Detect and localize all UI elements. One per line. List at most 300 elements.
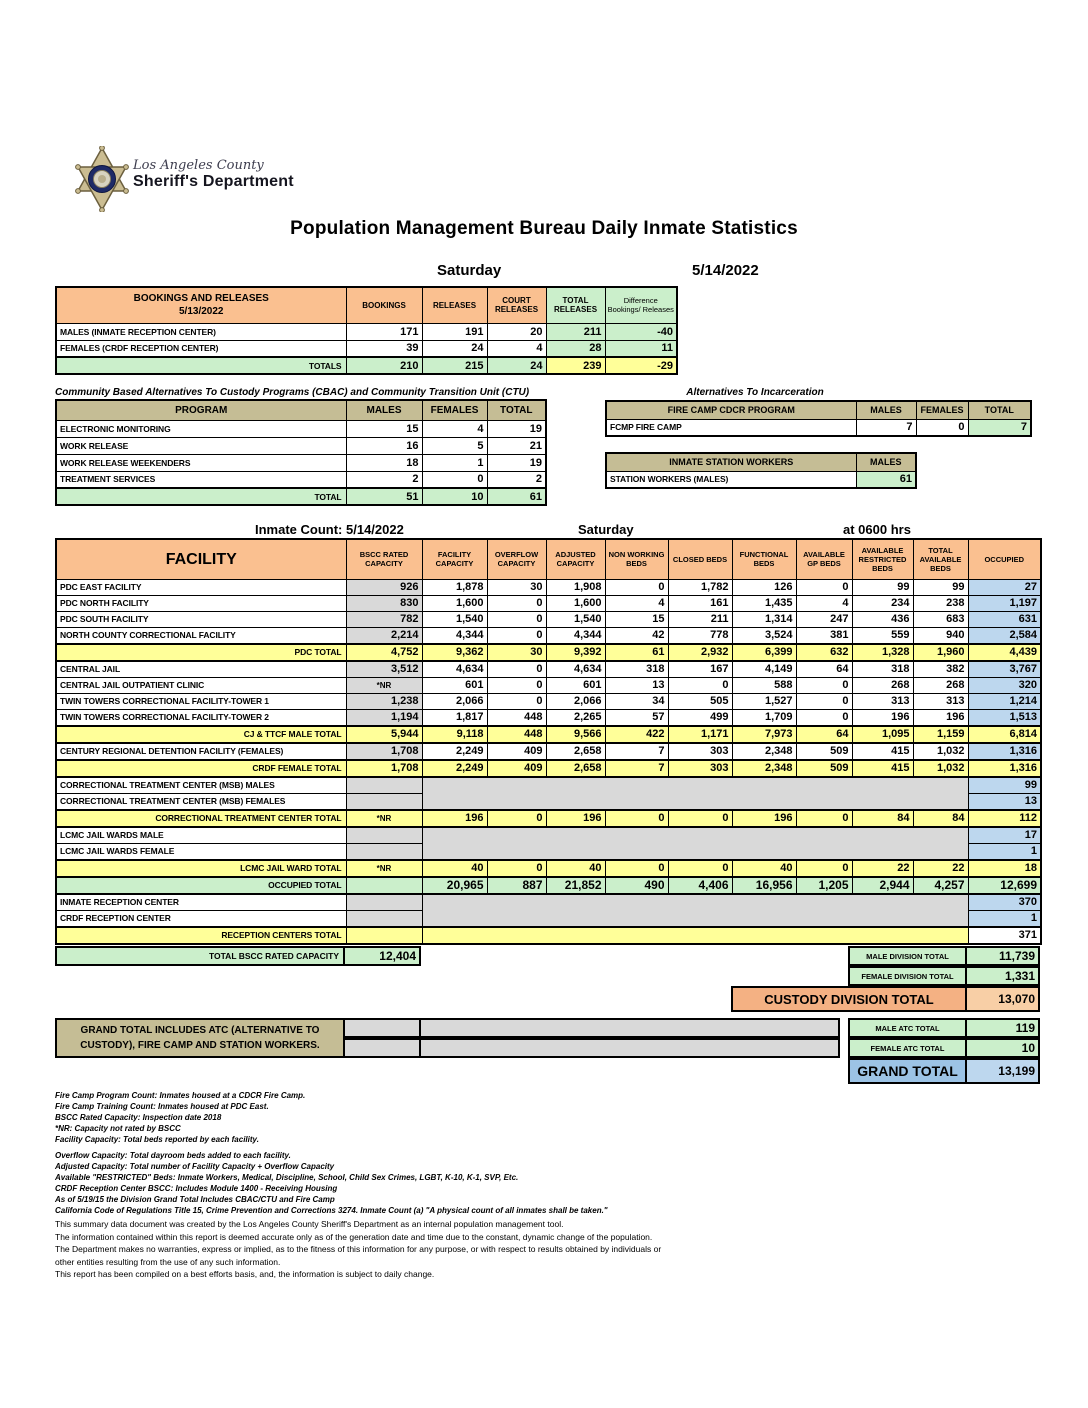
occupied-value: 17 — [968, 827, 1041, 844]
occupied-value: 3,767 — [968, 661, 1041, 678]
bed-value: 20,965 — [422, 877, 487, 894]
bed-value: 268 — [852, 677, 913, 693]
row-label: MALES (INMATE RECEPTION CENTER) — [56, 323, 346, 340]
total-label: CJ & TTCF MALE TOTAL — [56, 726, 346, 743]
facility-row — [56, 677, 1041, 693]
bed-value: 1,032 — [913, 760, 968, 777]
facility-total-row — [56, 760, 1041, 777]
bed-value: 15 — [605, 611, 668, 627]
totals-label: TOTALS — [56, 357, 346, 374]
bed-value: 0 — [605, 810, 668, 827]
footnote-line: CRDF Reception Center BSCC: Includes Module 1400 - Receiving Housing — [55, 1184, 338, 1193]
bed-value: 1,435 — [732, 595, 796, 611]
cell-value: 211 — [546, 323, 605, 340]
bed-value: 0 — [668, 860, 732, 877]
footnote-line: Overflow Capacity: Total dayroom beds added to each facility. — [55, 1151, 291, 1160]
occupied-value: 112 — [968, 810, 1041, 827]
bed-value: 490 — [605, 877, 668, 894]
total-label: CORRECTIONAL TREATMENT CENTER TOTAL — [56, 810, 346, 827]
cbac-table — [55, 399, 547, 506]
occupied-value: 370 — [968, 894, 1041, 911]
facility-name: INMATE RECEPTION CENTER — [56, 894, 346, 911]
bed-value: 559 — [852, 627, 913, 644]
inmate-count-day: Saturday — [578, 522, 634, 537]
bed-value: 126 — [732, 579, 796, 595]
bed-value: 9,362 — [422, 644, 487, 661]
footnote-line: California Code of Regulations Title 15, Crime Prevention and Corrections 3274. Inmate Count (a) "A physical count of all inmates shall be taken." — [55, 1206, 608, 1215]
facility-row — [56, 743, 1041, 760]
bed-value: 6,399 — [732, 644, 796, 661]
female-atc-total-label: FEMALE ATC TOTAL — [848, 1038, 967, 1058]
bed-value: 211 — [668, 611, 732, 627]
facility-row — [56, 693, 1041, 709]
female-division-total-value: 1,331 — [967, 966, 1040, 986]
bed-value: 40 — [422, 860, 487, 877]
facility-row — [56, 579, 1041, 595]
cell-value: 4 — [422, 420, 487, 437]
bed-value: 99 — [913, 579, 968, 595]
fire-camp-table — [605, 400, 1032, 437]
females-value: 0 — [916, 419, 968, 436]
bookings-header-row — [56, 287, 677, 323]
facility-name: TWIN TOWERS CORRECTIONAL FACILITY-TOWER 1 — [56, 693, 346, 709]
bed-value: 409 — [487, 743, 546, 760]
program-label: TREATMENT SERVICES — [56, 471, 346, 488]
bed-value: 2,249 — [422, 760, 487, 777]
agency-name — [133, 158, 294, 191]
bed-value: 0 — [487, 595, 546, 611]
bed-value: 268 — [913, 677, 968, 693]
facility-name: CENTURY REGIONAL DETENTION FACILITY (FEMALES) — [56, 743, 346, 760]
bed-value: 0 — [796, 579, 852, 595]
column-header-adjusted-capacity: ADJUSTED CAPACITY — [546, 539, 605, 579]
column-header-releases: RELEASES — [422, 287, 487, 323]
bed-value: 84 — [913, 810, 968, 827]
occupied-value: 4,439 — [968, 644, 1041, 661]
bed-value: 0 — [487, 810, 546, 827]
column-header-fire-camp-program: FIRE CAMP CDCR PROGRAM — [606, 401, 856, 419]
agency-department: Sheriff's Department — [133, 173, 294, 190]
bscc-value: 1,194 — [346, 709, 422, 726]
bed-value: 40 — [732, 860, 796, 877]
bed-value: 4,634 — [422, 661, 487, 678]
bed-value: 64 — [796, 726, 852, 743]
program-label: WORK RELEASE WEEKENDERS — [56, 454, 346, 471]
cell-value: 20 — [487, 323, 546, 340]
bed-value: 61 — [605, 644, 668, 661]
bed-value: 3,524 — [732, 627, 796, 644]
bed-value: 64 — [796, 661, 852, 678]
cell-value: 16 — [346, 437, 422, 454]
bed-value: 4,257 — [913, 877, 968, 894]
facility-name: PDC NORTH FACILITY — [56, 595, 346, 611]
column-header-females: FEMALES — [916, 401, 968, 419]
bed-value: 0 — [796, 860, 852, 877]
facility-name: LCMC JAIL WARDS FEMALE — [56, 843, 346, 860]
cell-value: 2 — [346, 471, 422, 488]
males-value: 7 — [856, 419, 916, 436]
totals-value: 24 — [487, 357, 546, 374]
bscc-value: 3,512 — [346, 661, 422, 678]
occupied-value: 1,316 — [968, 743, 1041, 760]
bscc-empty — [346, 843, 422, 860]
bscc-empty — [346, 927, 422, 944]
bed-value: 4 — [605, 595, 668, 611]
bed-value: 57 — [605, 709, 668, 726]
bed-value: 940 — [913, 627, 968, 644]
column-header-facility-capacity: FACILITY CAPACITY — [422, 539, 487, 579]
column-header-available-restricted-beds: AVAILABLE RESTRICTED BEDS — [852, 539, 913, 579]
facility-name: CORRECTIONAL TREATMENT CENTER (MSB) MALES — [56, 777, 346, 794]
bed-value: 16,956 — [732, 877, 796, 894]
bed-value: 2,066 — [422, 693, 487, 709]
bed-value: 4,406 — [668, 877, 732, 894]
bed-value: 196 — [913, 709, 968, 726]
bed-value: 1,908 — [546, 579, 605, 595]
page-title: Population Management Bureau Daily Inmate Statistics — [290, 218, 798, 239]
facility-row — [56, 611, 1041, 627]
totals-value: 215 — [422, 357, 487, 374]
bed-value: 4,344 — [546, 627, 605, 644]
cell-value: 0 — [422, 471, 487, 488]
facility-name: LCMC JAIL WARDS MALE — [56, 827, 346, 844]
bed-value: 1,878 — [422, 579, 487, 595]
facility-name: PDC EAST FACILITY — [56, 579, 346, 595]
bscc-empty — [346, 910, 422, 927]
bed-value: 1,600 — [422, 595, 487, 611]
cell-value: 19 — [487, 454, 546, 471]
bscc-value: 5,944 — [346, 726, 422, 743]
bed-value: 2,348 — [732, 743, 796, 760]
bscc-value: 4,752 — [346, 644, 422, 661]
grand-total-value: 13,199 — [967, 1058, 1040, 1084]
bscc-value: 1,238 — [346, 693, 422, 709]
occupied-value: 1 — [968, 843, 1041, 860]
column-header-total-available-beds: TOTAL AVAILABLE BEDS — [913, 539, 968, 579]
report-date: 5/14/2022 — [692, 262, 759, 279]
bed-value: 1,782 — [668, 579, 732, 595]
bed-value: 1,540 — [422, 611, 487, 627]
bed-value: 1,709 — [732, 709, 796, 726]
bed-value: 0 — [487, 860, 546, 877]
bed-value: 196 — [732, 810, 796, 827]
column-header-bscc-rated-capacity: BSCC RATED CAPACITY — [346, 539, 422, 579]
bed-value: 13 — [605, 677, 668, 693]
bscc-value: *NR — [346, 810, 422, 827]
occupied-value: 6,814 — [968, 726, 1041, 743]
disclaimer — [55, 1218, 680, 1281]
bscc-value: 2,214 — [346, 627, 422, 644]
column-header-court-releases: COURT RELEASES — [487, 287, 546, 323]
alternatives-section-title: Alternatives To Incarceration — [686, 387, 824, 398]
column-header-available-gp-beds: AVAILABLE GP BEDS — [796, 539, 852, 579]
cbac-row — [56, 420, 546, 437]
bed-value: 601 — [422, 677, 487, 693]
bed-value: 1,314 — [732, 611, 796, 627]
facility-header-row — [56, 539, 1041, 579]
column-header-facility: FACILITY — [56, 539, 346, 579]
grand-total-note: GRAND TOTAL INCLUDES ATC (ALTERNATIVE TO CUSTODY), FIRE CAMP AND STATION WORKERS. — [55, 1018, 345, 1058]
facility-name: CRDF RECEPTION CENTER — [56, 910, 346, 927]
occupied-value: 1 — [968, 910, 1041, 927]
column-header-males: MALES — [856, 453, 916, 471]
bed-value: 0 — [487, 677, 546, 693]
bscc-value: 926 — [346, 579, 422, 595]
bed-value: 318 — [605, 661, 668, 678]
bed-value: 0 — [605, 860, 668, 877]
footnote-line: BSCC Rated Capacity: Inspection date 2018 — [55, 1113, 222, 1122]
column-header-occupied: OCCUPIED — [968, 539, 1041, 579]
bed-value: 303 — [668, 760, 732, 777]
totals-value: 210 — [346, 357, 422, 374]
bed-value: 1,328 — [852, 644, 913, 661]
bed-value: 2,658 — [546, 760, 605, 777]
cell-value: 15 — [346, 420, 422, 437]
occupied-value: 1,513 — [968, 709, 1041, 726]
facility-total-row — [56, 777, 1041, 794]
total-value: 61 — [487, 488, 546, 505]
occupied-value: 27 — [968, 579, 1041, 595]
bed-value: 0 — [487, 611, 546, 627]
occupied-value: 99 — [968, 777, 1041, 794]
footnote-line: Adjusted Capacity: Total number of Facility Capacity + Overflow Capacity — [55, 1162, 335, 1171]
bed-value: 1,032 — [913, 743, 968, 760]
female-atc-total-value: 10 — [967, 1038, 1040, 1058]
facility-total-row — [56, 726, 1041, 743]
bookings-totals-row — [56, 357, 677, 374]
male-atc-total-label: MALE ATC TOTAL — [848, 1018, 967, 1038]
bed-value: 21,852 — [546, 877, 605, 894]
bookings-table-body — [56, 323, 677, 374]
bed-value: 0 — [796, 810, 852, 827]
bed-value: 4,344 — [422, 627, 487, 644]
total-label: OCCUPIED TOTAL — [56, 877, 346, 894]
inmate-count-time: at 0600 hrs — [843, 522, 911, 537]
facility-row — [56, 661, 1041, 678]
occupied-value: 371 — [968, 927, 1041, 944]
bed-value: 99 — [852, 579, 913, 595]
bed-value: 303 — [668, 743, 732, 760]
facility-total-row — [56, 860, 1041, 877]
footnote-line: *NR: Capacity not rated by BSCC — [55, 1124, 181, 1133]
footnote-line: Fire Camp Program Count: Inmates housed at a CDCR Fire Camp. — [55, 1091, 306, 1100]
disclaimer-line: The information contained within this report is deemed accurate only as of the generation date and time due to the constant, dynamic change of the population. — [55, 1231, 653, 1242]
bed-value: 499 — [668, 709, 732, 726]
merged-empty — [422, 894, 968, 927]
bookings-row — [56, 340, 677, 357]
row-label: STATION WORKERS (MALES) — [606, 471, 856, 488]
cell-value: -40 — [605, 323, 677, 340]
bed-value: 0 — [668, 810, 732, 827]
bscc-value: 830 — [346, 595, 422, 611]
cbac-row — [56, 471, 546, 488]
facility-row — [56, 709, 1041, 726]
row-label: FCMP FIRE CAMP — [606, 419, 856, 436]
cell-value: 1 — [422, 454, 487, 471]
female-division-total-label: FEMALE DIVISION TOTAL — [848, 966, 967, 986]
bed-value: 234 — [852, 595, 913, 611]
bed-value: 509 — [796, 760, 852, 777]
bscc-value: 1,708 — [346, 760, 422, 777]
bed-value: 2,348 — [732, 760, 796, 777]
bed-value: 422 — [605, 726, 668, 743]
facility-name: TWIN TOWERS CORRECTIONAL FACILITY-TOWER 2 — [56, 709, 346, 726]
total-label: CRDF FEMALE TOTAL — [56, 760, 346, 777]
disclaimer-line: The Department makes no warranties, express or implied, as to the fitness of this information for any purpose, or with respect to results obtained by individuals or other entities resulting from the use of any such information. — [55, 1244, 662, 1267]
column-header-functional-beds: FUNCTIONAL BEDS — [732, 539, 796, 579]
occupied-value: 1,214 — [968, 693, 1041, 709]
facility-name: CORRECTIONAL TREATMENT CENTER (MSB) FEMALES — [56, 793, 346, 810]
cell-value: 24 — [422, 340, 487, 357]
occupied-value: 320 — [968, 677, 1041, 693]
cbac-header-row — [56, 400, 546, 420]
bed-value: 0 — [796, 709, 852, 726]
bed-value: 1,159 — [913, 726, 968, 743]
cell-value: 19 — [487, 420, 546, 437]
cell-value: 5 — [422, 437, 487, 454]
footnotes — [55, 1090, 608, 1216]
bscc-value: *NR — [346, 677, 422, 693]
total-value: 7 — [968, 419, 1031, 436]
column-header-females: FEMALES — [422, 400, 487, 420]
bed-value: 381 — [796, 627, 852, 644]
bed-value: 30 — [487, 579, 546, 595]
bed-value: 1,600 — [546, 595, 605, 611]
custody-division-total-label: CUSTODY DIVISION TOTAL — [731, 986, 967, 1012]
footnote-line: As of 5/19/15 the Division Grand Total Includes CBAC/CTU and Fire Camp — [55, 1195, 335, 1204]
bed-value: 436 — [852, 611, 913, 627]
facility-name: CENTRAL JAIL OUTPATIENT CLINIC — [56, 677, 346, 693]
bed-value: 7,973 — [732, 726, 796, 743]
program-label: WORK RELEASE — [56, 437, 346, 454]
facility-total-row — [56, 644, 1041, 661]
bed-value: 167 — [668, 661, 732, 678]
bscc-value: 1,708 — [346, 743, 422, 760]
bed-value: 0 — [796, 693, 852, 709]
column-header-total: TOTAL — [968, 401, 1031, 419]
bscc-value: *NR — [346, 860, 422, 877]
cell-value: 191 — [422, 323, 487, 340]
bed-value: 4 — [796, 595, 852, 611]
bed-value: 0 — [796, 677, 852, 693]
facility-name: PDC SOUTH FACILITY — [56, 611, 346, 627]
bookings-title: BOOKINGS AND RELEASES 5/13/2022 — [56, 287, 346, 323]
column-header-total: TOTAL — [487, 400, 546, 420]
totals-value: -29 — [605, 357, 677, 374]
cell-value: 4 — [487, 340, 546, 357]
total-bscc-capacity-label: TOTAL BSCC RATED CAPACITY — [55, 946, 345, 966]
male-division-total-label: MALE DIVISION TOTAL — [848, 946, 967, 966]
bed-value: 505 — [668, 693, 732, 709]
bed-value: 313 — [913, 693, 968, 709]
program-label: ELECTRONIC MONITORING — [56, 420, 346, 437]
bed-value: 1,171 — [668, 726, 732, 743]
bookings-row — [56, 323, 677, 340]
total-bscc-capacity-value: 12,404 — [345, 946, 421, 966]
empty-cell — [421, 1038, 840, 1058]
male-division-total-value: 11,739 — [967, 946, 1040, 966]
fire-camp-header-row — [606, 401, 1031, 419]
fire-camp-row — [606, 419, 1031, 436]
facility-name: CENTRAL JAIL — [56, 661, 346, 678]
total-value: 51 — [346, 488, 422, 505]
bed-value: 42 — [605, 627, 668, 644]
agency-county: Los Angeles County — [133, 158, 264, 173]
total-label: PDC TOTAL — [56, 644, 346, 661]
bed-value: 9,392 — [546, 644, 605, 661]
bed-value: 2,932 — [668, 644, 732, 661]
bed-value: 588 — [732, 677, 796, 693]
grand-total-label: GRAND TOTAL — [848, 1058, 967, 1084]
bed-value: 778 — [668, 627, 732, 644]
total-label: TOTAL — [56, 488, 346, 505]
cell-value: 171 — [346, 323, 422, 340]
bed-value: 7 — [605, 743, 668, 760]
cbac-row — [56, 437, 546, 454]
total-label: LCMC JAIL WARD TOTAL — [56, 860, 346, 877]
facility-total-row — [56, 894, 1041, 911]
bed-value: 7 — [605, 760, 668, 777]
cell-value: 21 — [487, 437, 546, 454]
column-header-program: PROGRAM — [56, 400, 346, 420]
column-header-inmate-station-workers: INMATE STATION WORKERS — [606, 453, 856, 471]
facility-total-row — [56, 827, 1041, 844]
bscc-empty — [346, 894, 422, 911]
merged-empty — [422, 927, 968, 944]
cbac-table-body — [56, 420, 546, 505]
merged-empty — [422, 827, 968, 860]
bed-value: 0 — [487, 693, 546, 709]
bed-value: 1,960 — [913, 644, 968, 661]
row-label: FEMALES (CRDF RECEPTION CENTER) — [56, 340, 346, 357]
column-header-males: MALES — [856, 401, 916, 419]
bed-value: 196 — [546, 810, 605, 827]
bed-value: 2,944 — [852, 877, 913, 894]
bed-value: 2,265 — [546, 709, 605, 726]
occupied-value: 2,584 — [968, 627, 1041, 644]
bed-value: 238 — [913, 595, 968, 611]
bscc-empty — [346, 777, 422, 794]
bed-value: 0 — [668, 677, 732, 693]
bed-value: 84 — [852, 810, 913, 827]
bscc-empty — [346, 793, 422, 810]
station-workers-header-row — [606, 453, 916, 471]
total-label: RECEPTION CENTERS TOTAL — [56, 927, 346, 944]
bookings-table — [55, 286, 678, 375]
bscc-value: 782 — [346, 611, 422, 627]
total-value: 10 — [422, 488, 487, 505]
column-header-difference: Difference Bookings/ Releases — [605, 287, 677, 323]
occupied-value: 18 — [968, 860, 1041, 877]
cbac-section-title: Community Based Alternatives To Custody Programs (CBAC) and Community Transition Unit (CTU) — [55, 387, 530, 398]
bed-value: 2,658 — [546, 743, 605, 760]
bed-value: 9,118 — [422, 726, 487, 743]
facility-total-row — [56, 877, 1041, 894]
bed-value: 1,540 — [546, 611, 605, 627]
cbac-total-row — [56, 488, 546, 505]
column-header-total-releases: TOTAL RELEASES — [546, 287, 605, 323]
bed-value: 22 — [852, 860, 913, 877]
disclaimer-line: This report has been compiled on a best efforts basis, and, the information is subject to daily change. — [55, 1269, 435, 1279]
footnote-line: Available "RESTRICTED" Beds: Inmate Workers, Medical, Discipline, School, Child Sex Crimes, LGBT, K-10, K-1, SVP, Etc. — [55, 1173, 519, 1182]
bed-value: 40 — [546, 860, 605, 877]
bed-value: 409 — [487, 760, 546, 777]
cell-value: 2 — [487, 471, 546, 488]
cell-value: 28 — [546, 340, 605, 357]
facility-total-row — [56, 810, 1041, 827]
report-day: Saturday — [437, 262, 502, 279]
bed-value: 22 — [913, 860, 968, 877]
